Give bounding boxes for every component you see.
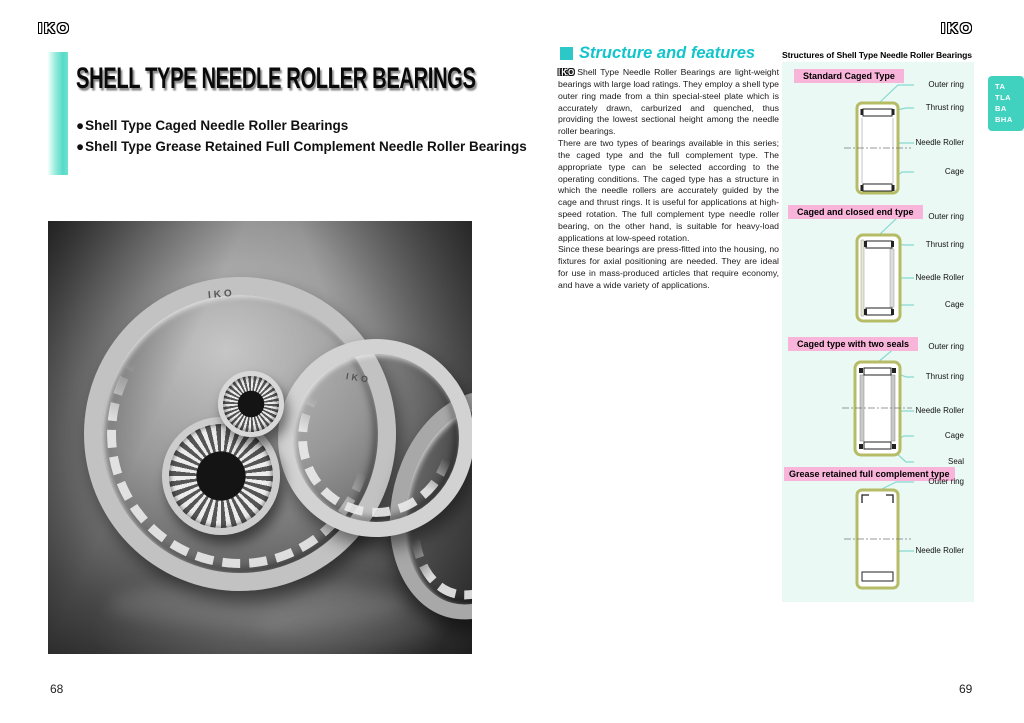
diagram-standard-caged	[782, 68, 974, 200]
section-marker-icon	[560, 47, 573, 60]
callout-outer-ring: Outer ring	[928, 477, 964, 486]
body-text-column	[558, 67, 779, 292]
product-bullet-list	[76, 115, 527, 157]
tab-item: BA	[995, 104, 1007, 113]
title-accent-bar	[48, 52, 68, 175]
page-number-left: 68	[50, 682, 64, 696]
diagram-two-seals	[782, 335, 974, 465]
page-title: SHELL TYPE NEEDLE ROLLER BEARINGS	[76, 62, 476, 95]
bullet-icon: ●	[76, 139, 85, 154]
callout-cage: Cage	[944, 167, 964, 176]
bearing-cup-small	[218, 371, 284, 437]
bearing-cross-section-drawing	[782, 203, 974, 335]
diagram-closed-end	[782, 203, 974, 335]
tab-item: TA	[995, 82, 1006, 91]
bearing-cross-section-drawing	[782, 335, 974, 465]
ring-engraving: IKO	[207, 287, 236, 302]
tab-item: TLA	[995, 93, 1012, 102]
paragraph-text: Shell Type Needle Roller Bearings are light-weight bearings with large load ratings. They employ a shell type outer ring made from a thin special-steel plate which is accurately drawn, carburized and quenched, thus providing the lowest sectional height among the needle roller bearings.	[558, 67, 780, 137]
body-paragraph	[558, 67, 779, 138]
structures-panel	[782, 48, 974, 608]
iko-logo: IKO	[941, 20, 974, 37]
bearings-photo	[48, 221, 472, 654]
callout-cage: Cage	[944, 300, 964, 309]
bearing-ring-medium	[278, 339, 472, 537]
ring-engraving: IKO	[345, 371, 372, 385]
bullet-icon: ●	[76, 118, 85, 133]
callout-outer-ring: Outer ring	[928, 80, 964, 89]
bearing-cross-section-drawing	[782, 465, 974, 605]
list-item	[76, 136, 527, 157]
diagram-full-complement	[782, 465, 974, 605]
callout-needle-roller: Needle Roller	[915, 546, 964, 555]
body-paragraph: Since these bearings are press-fitted into the housing, no fixtures for axial positioning are needed. They are ideal for use in mass-produced articles that require economy, and have a wide variety of applications.	[558, 244, 779, 290]
diagram-type-label: Grease retained full complement type	[784, 467, 955, 481]
callout-needle-roller: Needle Roller	[915, 138, 964, 147]
callout-thrust-ring: Thrust ring	[925, 240, 964, 249]
diagram-type-label: Caged and closed end type	[788, 205, 923, 219]
iko-inline-logo: IKO	[558, 68, 576, 77]
callout-needle-roller: Needle Roller	[915, 406, 964, 415]
bullet-label: Shell Type Caged Needle Roller Bearings	[85, 118, 349, 133]
photo-reflection	[258, 596, 438, 648]
series-index-tab	[988, 76, 1024, 131]
callout-thrust-ring: Thrust ring	[925, 103, 964, 112]
body-paragraph: There are two types of bearings available in this series; the caged type and the full complement type. The appropriate type can be selected according to the operating conditions. The caged type has a structure in which the needle rollers are accurately guided by the cage and thrust rings. It is useful for applications at high-speed rotation. The full complement type needle roller bearing, on the other hand, is suitable for heavy-load applications at low-speed rotation.	[558, 138, 779, 243]
diagram-type-label: Standard Caged Type	[794, 69, 904, 83]
section-heading-label: Structure and features	[579, 44, 756, 62]
callout-outer-ring: Outer ring	[928, 212, 964, 221]
callout-outer-ring: Outer ring	[928, 342, 964, 351]
callout-thrust-ring: Thrust ring	[925, 372, 964, 381]
callout-needle-roller: Needle Roller	[915, 273, 964, 282]
bullet-label: Shell Type Grease Retained Full Complement Needle Roller Bearings	[85, 139, 527, 154]
callout-cage: Cage	[944, 431, 964, 440]
callout-seal: Seal	[947, 457, 964, 466]
panel-heading: Structures of Shell Type Needle Roller Bearings	[782, 50, 972, 60]
iko-logo: IKO	[38, 20, 71, 37]
section-heading	[560, 44, 755, 63]
list-item	[76, 115, 527, 136]
tab-item: BHA	[995, 115, 1013, 124]
diagram-type-label: Caged type with two seals	[788, 337, 918, 351]
page-number-right: 69	[959, 682, 973, 696]
